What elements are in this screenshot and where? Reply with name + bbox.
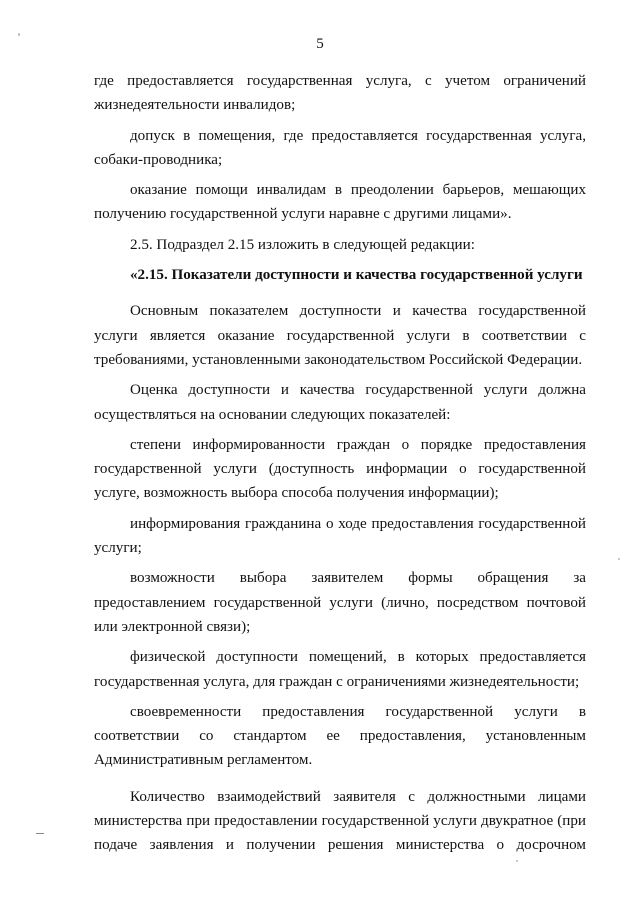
scan-speck (618, 558, 620, 560)
paragraph: информирования гражданина о ходе предоставления государственной услуги; (94, 515, 586, 557)
scan-speck (18, 33, 20, 36)
paragraph: 2.5. Подраздел 2.15 изложить в следующей редакции: (130, 236, 475, 253)
paragraph: физической доступности помещений, в которых предоставляется государственная услуга, для граждан с ограничениями жизнедеятельности; (94, 649, 586, 690)
paragraph: Основным показателем доступности и качества государственной услуги является оказание государственной услуги в соответствии с требованиями, установленными законодательством Российской Федерации. (94, 303, 586, 368)
paragraph: степени информированности граждан о порядке предоставления государственной услуги (доступность информации о государственной услуге, возможность выбора способа получения информации); (94, 436, 586, 502)
paragraph: Оценка доступности и качества государственной услуги должна осуществляться на основании следующих показателей: (94, 382, 586, 423)
paragraph: оказание помощи инвалидам в преодолении барьеров, мешающих получению государственной услуги наравне с другими лицами». (94, 182, 586, 223)
section-heading: «2.15. Показатели доступности и качества государственной услуги (130, 267, 583, 284)
paragraph: своевременности предоставления государственной услуги в соответствии со стандартом ее предоставления, установленным Административным регламентом. (94, 703, 586, 769)
paragraph: допуск в помещения, где предоставляется государственная услуга, собаки-проводника; (94, 127, 586, 168)
paragraph: Количество взаимодействий заявителя с должностными лицами министерства при предоставлении государственной услуги двукратное (при подаче заявления и получении решения министерства о досрочном (94, 788, 586, 854)
paragraph: где предоставляется государственная услуга, с учетом ограничений жизнедеятельности инвалидов; (94, 73, 586, 114)
scan-speck (516, 860, 518, 862)
document-body (94, 69, 586, 858)
page-number: 5 (316, 36, 324, 52)
scan-speck (36, 833, 44, 834)
paragraph: возможности выбора заявителем формы обращения за предоставлением государственной услуги (лично, посредством почтовой или электронной связи); (94, 570, 586, 635)
